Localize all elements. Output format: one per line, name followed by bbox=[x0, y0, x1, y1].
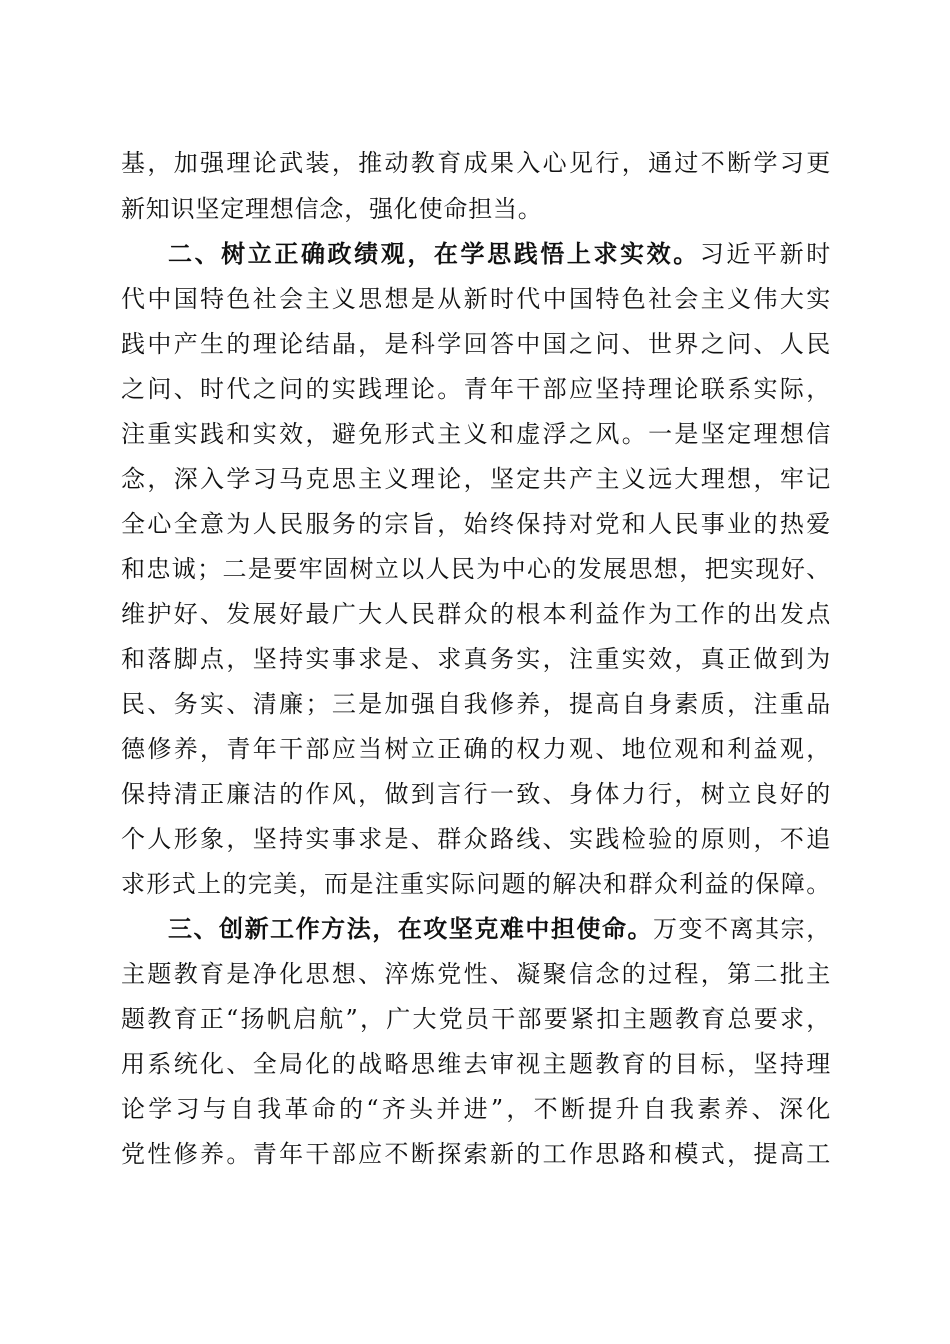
paragraph-line: 德修养，青年干部应当树立正确的权力观、地位观和利益观， bbox=[121, 735, 831, 763]
paragraph-line: 注重实践和实效，避免形式主义和虚浮之风。一是坚定理想信 bbox=[121, 420, 831, 448]
paragraph-line: 保持清正廉洁的作风，做到言行一致、身体力行，树立良好的 bbox=[121, 780, 831, 808]
paragraph-line: 新知识坚定理想信念，强化使命担当。 bbox=[121, 195, 543, 223]
paragraph-line: 全心全意为人民服务的宗旨，始终保持对党和人民事业的热爱 bbox=[121, 510, 831, 538]
paragraph-line: 求形式上的完美，而是注重实际问题的解决和群众利益的保障。 bbox=[121, 870, 831, 898]
paragraph-line: 维护好、发展好最广大人民群众的根本利益作为工作的出发点 bbox=[121, 600, 831, 628]
section-heading-line: 三、创新工作方法，在攻坚克难中担使命。万变不离其宗， bbox=[168, 915, 831, 943]
paragraph-line: 念，深入学习马克思主义理论，坚定共产主义远大理想，牢记 bbox=[121, 465, 831, 493]
paragraph-line: 用系统化、全局化的战略思维去审视主题教育的目标，坚持理 bbox=[121, 1050, 831, 1078]
paragraph-line: 民、务实、清廉；三是加强自我修养，提高自身素质，注重品 bbox=[121, 690, 831, 718]
paragraph-line: 之问、时代之问的实践理论。青年干部应坚持理论联系实际， bbox=[121, 375, 831, 403]
paragraph-line: 个人形象，坚持实事求是、群众路线、实践检验的原则，不追 bbox=[121, 825, 831, 853]
paragraph-line: 论学习与自我革命的“齐头并进”，不断提升自我素养、深化 bbox=[121, 1095, 831, 1123]
section-heading: 二、树立正确政绩观，在学思践悟上求实效。 bbox=[168, 240, 700, 268]
paragraph-line: 题教育正“扬帆启航”，广大党员干部要紧扣主题教育总要求， bbox=[121, 1005, 831, 1033]
paragraph-line: 和落脚点，坚持实事求是、求真务实，注重实效，真正做到为 bbox=[121, 645, 831, 673]
paragraph-line: 主题教育是净化思想、淬炼党性、凝聚信念的过程，第二批主 bbox=[121, 960, 831, 988]
section-heading: 三、创新工作方法，在攻坚克难中担使命。 bbox=[168, 915, 654, 943]
paragraph-line: 和忠诚；二是要牢固树立以人民为中心的发展思想，把实现好、 bbox=[121, 555, 831, 583]
paragraph-line: 基，加强理论武装，推动教育成果入心见行，通过不断学习更 bbox=[121, 149, 831, 177]
paragraph-line: 代中国特色社会主义思想是从新时代中国特色社会主义伟大实 bbox=[121, 285, 831, 313]
paragraph-line: 党性修养。青年干部应不断探索新的工作思路和模式，提高工 bbox=[121, 1140, 831, 1168]
section-heading-line: 二、树立正确政绩观，在学思践悟上求实效。习近平新时 bbox=[168, 240, 832, 268]
paragraph-line: 践中产生的理论结晶，是科学回答中国之问、世界之问、人民 bbox=[121, 330, 831, 358]
